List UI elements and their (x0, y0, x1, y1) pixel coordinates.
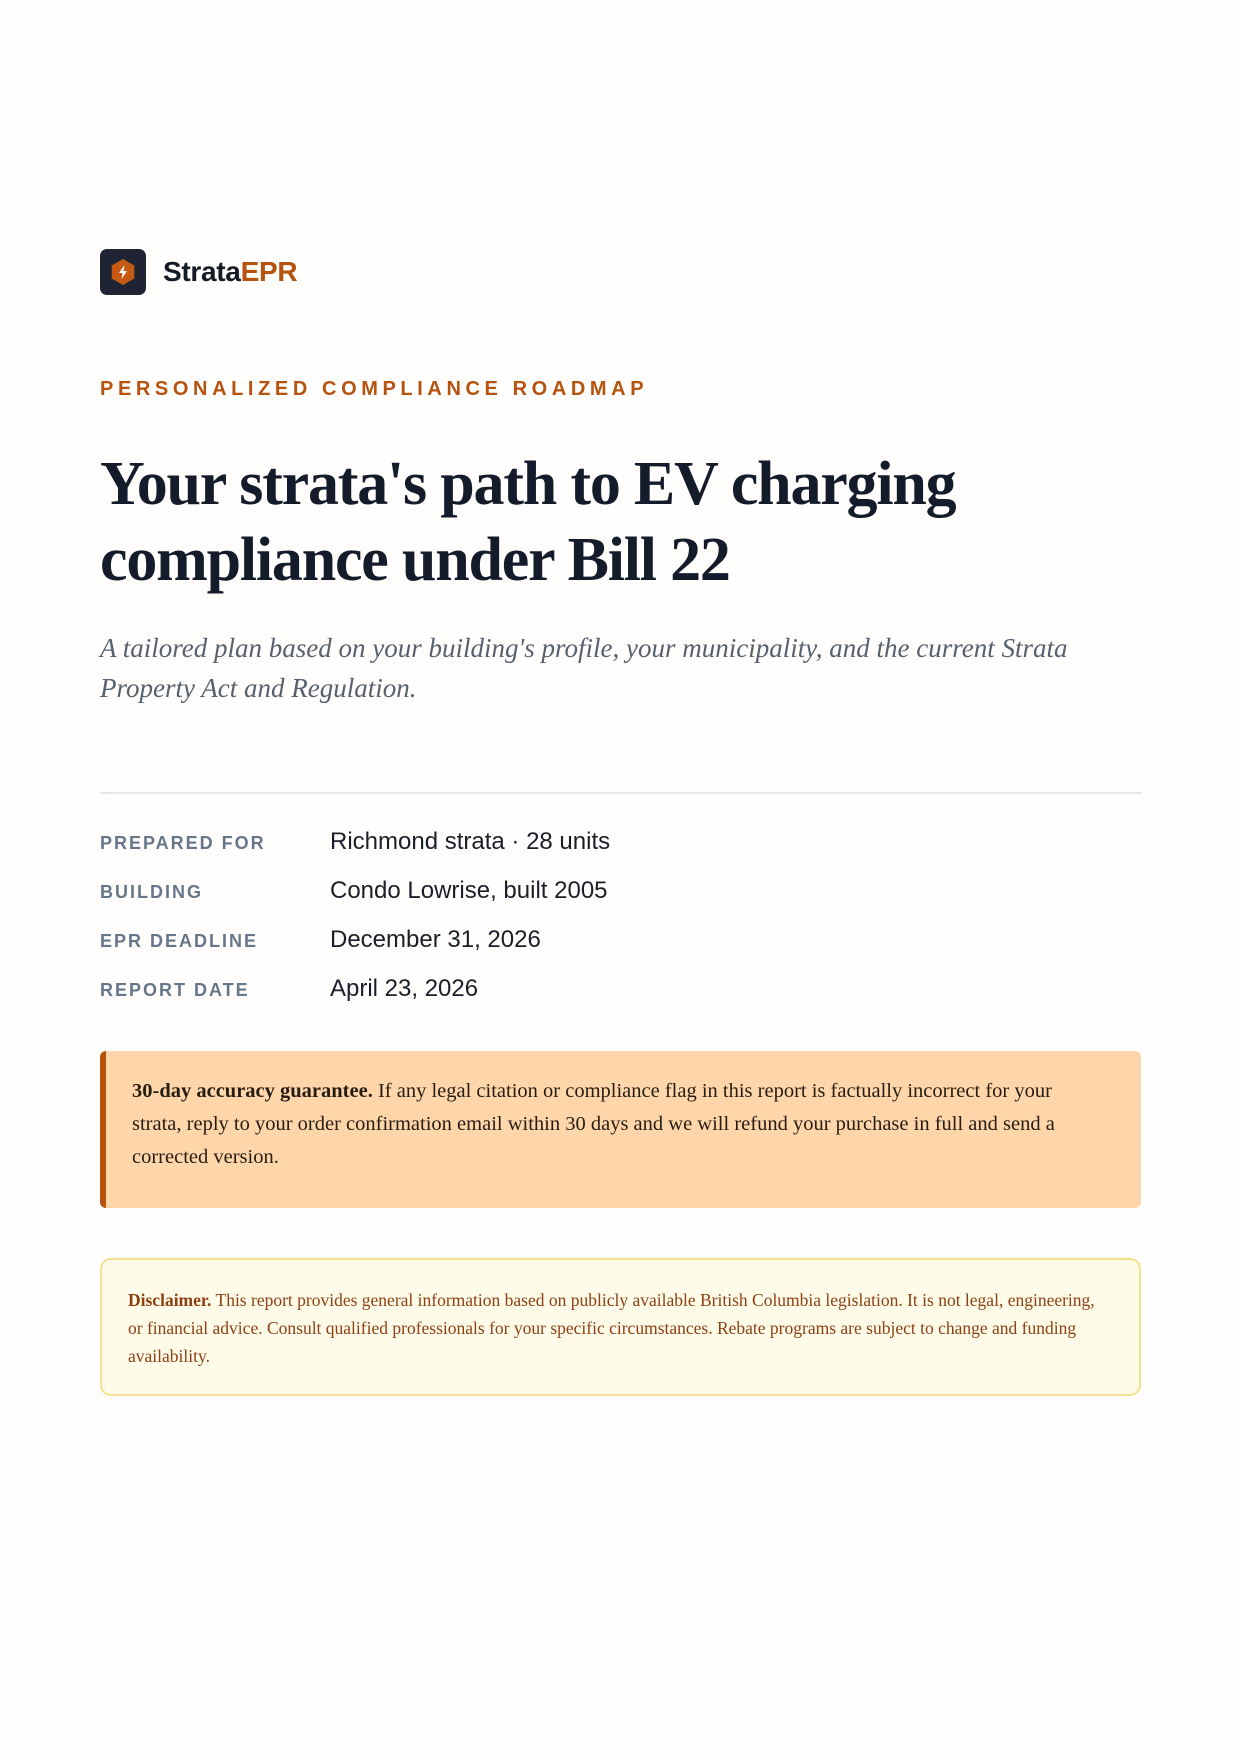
eyebrow-label: PERSONALIZED COMPLIANCE ROADMAP (100, 378, 649, 400)
report-details (100, 826, 1141, 1022)
accuracy-guarantee-callout (100, 1051, 1141, 1208)
guarantee-heading: 30-day accuracy guarantee. (132, 1080, 373, 1102)
detail-label: REPORT DATE (100, 980, 250, 1000)
lightning-hexagon-icon (100, 249, 146, 295)
page-subtitle: A tailored plan based on your building's profile, your municipality, and the current Strata Property Act and Regulation. (100, 633, 1068, 703)
detail-row-report-date (100, 973, 1141, 1022)
detail-label: BUILDING (100, 882, 203, 902)
detail-row-epr-deadline (100, 924, 1141, 973)
detail-label: EPR DEADLINE (100, 931, 259, 951)
detail-value: April 23, 2026 (330, 975, 479, 1002)
disclaimer-text: This report provides general information based on publicly available British Columbia legislation. It is not legal, engineering, or financial advice. Consult qualified professionals for your specific circumstances. Rebate programs are subject to change and funding availability. (128, 1290, 1095, 1366)
brand-name-strata: Strata (163, 256, 241, 287)
detail-value: Richmond strata · 28 units (330, 828, 611, 855)
detail-value: December 31, 2026 (330, 926, 541, 953)
brand-name-epr: EPR (240, 256, 298, 287)
brand-header (100, 249, 297, 295)
detail-row-building (100, 875, 1141, 924)
brand-name (163, 256, 297, 288)
guarantee-text: If any legal citation or compliance flag in this report is factually incorrect for your strata, reply to your order confirmation email within 30 days and we will refund your purchase in full and send a corrected version. (132, 1080, 1055, 1168)
page-title: Your strata's path to EV charging compliance under Bill 22 (100, 450, 956, 594)
detail-row-prepared-for (100, 826, 1141, 875)
detail-value: Condo Lowrise, built 2005 (330, 877, 608, 904)
divider (100, 792, 1141, 794)
disclaimer-heading: Disclaimer. (128, 1290, 212, 1310)
detail-label: PREPARED FOR (100, 833, 266, 853)
disclaimer-box (100, 1258, 1141, 1396)
